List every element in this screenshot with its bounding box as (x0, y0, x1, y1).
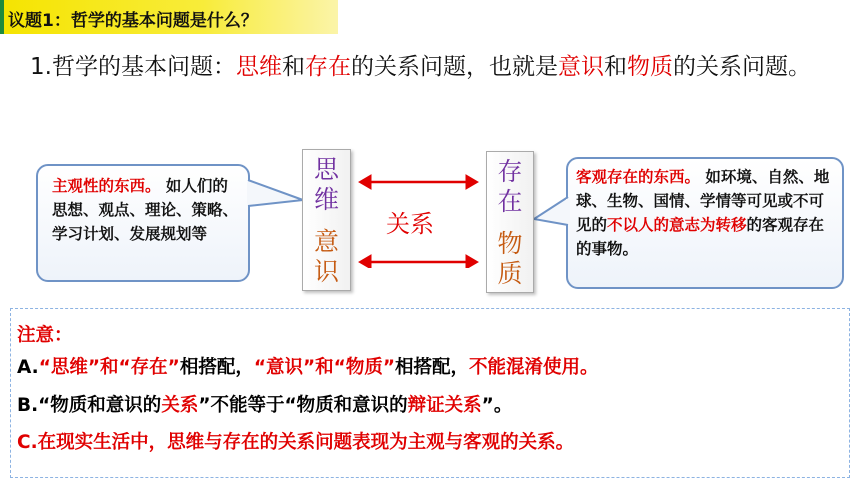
note-a-text-2: 相搭配， (395, 357, 470, 378)
subjective-callout-tail (247, 178, 305, 218)
note-a-warning: 不能混淆使用。 (469, 357, 599, 378)
question-and-2: 和 (603, 54, 627, 80)
note-heading: 注意： (17, 325, 73, 346)
subjective-highlight: 主观性的东西。 (52, 177, 161, 195)
note-a (17, 353, 599, 379)
keyword-consciousness: 意识 (557, 54, 604, 80)
bottom-double-arrow (359, 255, 478, 268)
question-suffix: 的关系问题。 (672, 54, 811, 80)
question-mid: 的关系问题，也就是 (350, 54, 558, 80)
title-accent (0, 0, 4, 34)
note-b-dialectical: 辩证关系 (407, 395, 482, 416)
note-box (10, 308, 850, 478)
objective-callout-tail (532, 195, 570, 235)
subjective-examples: 如人们的思想、观点、理论、策略、学习计划、发展规划等 (52, 177, 239, 243)
char-cun: 存 (497, 157, 523, 186)
objective-highlight: 客观存在的东西。 (576, 168, 701, 186)
note-c: C.在现实生活中，思维与存在的关系问题表现为主观与客观的关系。 (17, 432, 575, 453)
char-si: 思 (313, 155, 339, 184)
note-b-text-3: ”。 (481, 395, 513, 416)
char-zhi: 质 (497, 259, 523, 288)
char-zai: 在 (497, 187, 523, 216)
note-a-text-1: 相搭配， (179, 357, 254, 378)
subjective-callout-text (52, 174, 238, 246)
objective-callout (566, 157, 844, 289)
relation-label: 关系 (386, 210, 434, 238)
note-a-prefix: A. (17, 357, 39, 378)
top-double-arrow (359, 175, 478, 189)
note-a-pair-1: “思维”和“存在” (38, 357, 180, 378)
char-yi: 意 (313, 227, 339, 256)
existence-matter-box (486, 151, 534, 293)
question-and-1: 和 (281, 54, 305, 80)
keyword-existence: 存在 (304, 54, 351, 80)
char-shi: 识 (313, 257, 339, 286)
note-b-relation: 关系 (161, 395, 199, 416)
char-wei: 维 (313, 185, 339, 214)
keyword-thinking: 思维 (235, 54, 282, 80)
title-bar (0, 0, 338, 34)
basic-question-statement (30, 52, 830, 82)
note-b-text-2: ”不能等于“物质和意识的 (198, 395, 408, 416)
subjective-callout (36, 164, 250, 282)
note-b-prefix: B. (17, 395, 39, 416)
question-prefix: 1.哲学的基本问题： (30, 54, 236, 80)
char-wu: 物 (497, 229, 523, 258)
note-b-text-1: “物质和意识的 (38, 395, 162, 416)
keyword-matter: 物质 (626, 54, 673, 80)
objective-examples: 如环境、自然、地球、生物、国情、学情等可见或不可见的 (576, 168, 830, 234)
note-a-pair-2: “意识”和“物质” (253, 357, 395, 378)
objective-examples-end: 的客观存在的事物。 (576, 216, 825, 258)
thinking-consciousness-box (302, 149, 351, 291)
page-title: 议题1：哲学的基本问题是什么？ (8, 11, 258, 31)
note-b (17, 391, 512, 417)
objective-callout-text (576, 165, 834, 261)
objective-independence-highlight: 不以人的意志为转移 (607, 216, 747, 234)
